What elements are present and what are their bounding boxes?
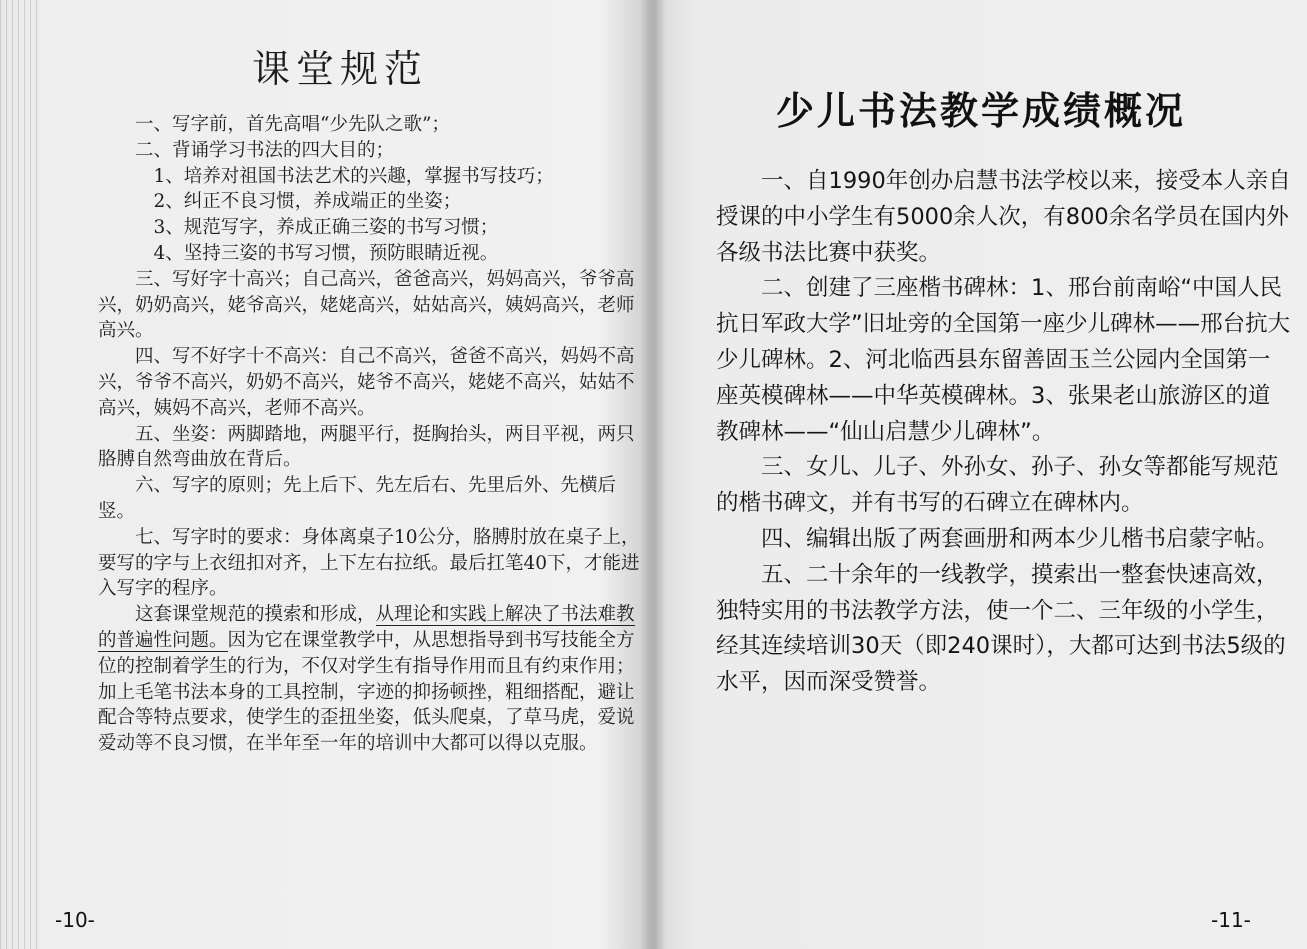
achievement-paragraph-4: 四、编辑出版了两套画册和两本少儿楷书启蒙字帖。 bbox=[761, 525, 1279, 552]
rule-subitem-4: 4、坚持三姿的书写习惯，预防眼睛近视。 bbox=[153, 242, 499, 264]
right-page-body bbox=[716, 164, 1291, 701]
rule-item-4: 四、写不好字十不高兴：自己不高兴，爸爸不高兴，妈妈不高兴，爷爷不高兴，奶奶不高兴，姥爷不高兴，姥姥不高兴，姑姑不高兴，姨妈不高兴，老师不高兴。 bbox=[98, 346, 635, 419]
closing-text-end: 因为它在课堂教学中，从思想指导到书写技能全方位的控制着学生的行为，不仅对学生有指导作用而且有约束作用；加上毛笔书法本身的工具控制，字迹的抑扬顿挫，粗细搭配，避让配合等特点要求，使学生的歪扭坐姿，低头爬桌，了草马虎，爱说爱动等不良习惯，在半年至一年的培训中大都可以得以克服。 bbox=[98, 629, 635, 755]
achievement-paragraph-3: 三、女儿、儿子、外孙女、孙子、孙女等都能写规范的楷书碑文，并有书写的石碑立在碑林内。 bbox=[716, 454, 1279, 517]
left-page-body bbox=[98, 112, 646, 757]
rule-item-7: 七、写字时的要求：身体离桌子10公分，胳膊肘放在桌子上，要写的字与上衣纽扣对齐，上下左右拉纸。最后扛笔40下，才能进入写字的程序。 bbox=[98, 526, 640, 600]
rule-item-5: 五、坐姿：两脚踏地，两腿平行，挺胸抬头，两目平视，两只胳膊自然弯曲放在背后。 bbox=[98, 423, 635, 471]
achievement-paragraph-1: 一、自1990年创办启慧书法学校以来，接受本人亲自授课的中小学生有5000余人次，有800余名学员在国内外各级书法比赛中获奖。 bbox=[716, 168, 1291, 266]
rule-subitem-2: 2、纠正不良习惯，养成端正的坐姿； bbox=[153, 191, 462, 213]
rule-item-6: 六、写字的原则；先上后下、先左后右、先里后外、先横后竖。 bbox=[98, 475, 617, 522]
rule-item-3: 三、写好字十高兴；自己高兴，爸爸高兴，妈妈高兴，爷爷高兴，奶奶高兴，姥爷高兴，姥姥高兴，姑姑高兴，姨妈高兴，老师高兴。 bbox=[98, 268, 635, 342]
left-page bbox=[40, 0, 640, 949]
closing-text-start: 这套课堂规范的摸索和形成， bbox=[135, 604, 376, 626]
rule-item-2: 二、背诵学习书法的四大目的； bbox=[135, 139, 395, 161]
right-page-title: 少儿书法教学成绩概况 bbox=[775, 89, 1186, 133]
right-page bbox=[666, 0, 1296, 949]
page-edges bbox=[0, 0, 40, 949]
right-page-number: -11- bbox=[1211, 908, 1251, 932]
achievement-paragraph-5: 五、二十余年的一线教学，摸索出一整套快速高效，独特实用的书法教学方法，使一个二、三年级的小学生，经其连续培训30天（即240课时），大都可达到书法5级的水平，因而深受赞誉。 bbox=[716, 561, 1286, 696]
rule-subitem-3: 3、规范写字，养成正确三姿的书写习惯； bbox=[153, 217, 499, 239]
left-page-number: -10- bbox=[55, 908, 95, 932]
rule-item-1: 一、写字前，首先高唱“少先队之歌”； bbox=[135, 114, 450, 135]
achievement-paragraph-2: 二、创建了三座楷书碑林：1、邢台前南峪“中国人民抗日军政大学”旧址旁的全国第一座少儿碑林——邢台抗大少儿碑林。2、河北临西县东留善固玉兰公园内全国第一座英模碑林——中华英模碑林。3、张果老山旅游区的道教碑林——“仙山启慧少儿碑林”。 bbox=[716, 275, 1291, 445]
rule-subitem-1: 1、培养对祖国书法艺术的兴趣，掌握书写技巧； bbox=[153, 165, 554, 187]
closing-paragraph bbox=[98, 602, 646, 757]
closing-underlined-text: 从理论和实践上解决了书法难教的普遍性问题。 bbox=[98, 604, 635, 651]
left-page-title: 课堂规范 bbox=[251, 47, 428, 91]
